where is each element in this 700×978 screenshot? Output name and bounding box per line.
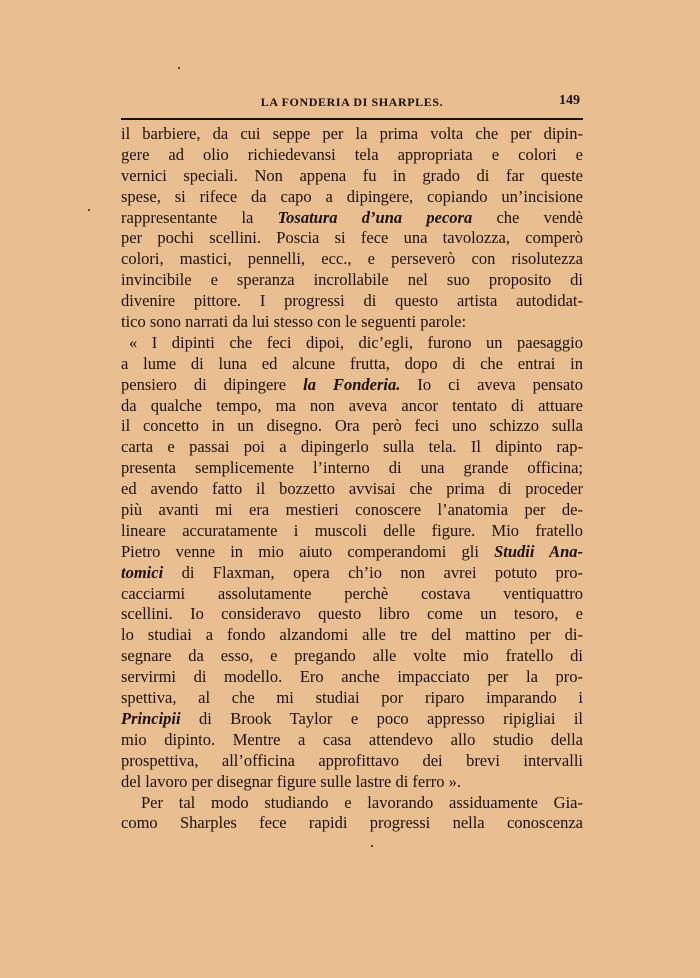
text-line	[121, 730, 583, 751]
text-run: presenta semplicemente l’interno di una grande officina;	[121, 458, 583, 478]
paper-speck	[371, 845, 373, 847]
text-run: cacciarmi assolutamente perchè costava ventiquattro	[121, 583, 583, 603]
text-line	[121, 458, 583, 479]
text-run: divenire pittore. I progressi di questo artista autodidat-	[121, 291, 583, 311]
text-line	[121, 563, 583, 584]
text-run: prospettiva, all’officina approfittavo dei brevi intervalli	[121, 750, 583, 770]
text-run: tico sono narrati da lui stesso con le seguenti parole:	[121, 312, 467, 332]
text-line	[121, 646, 583, 667]
text-line	[121, 500, 583, 521]
text-run: invincibile e speranza incrollabile nel suo proposito di	[121, 270, 583, 290]
text-run: spese, si rifece da capo a dipingere, copiando un’incisione	[121, 186, 583, 206]
paper-speck	[178, 67, 180, 69]
text-line	[121, 333, 583, 354]
text-run: carta e passai poi a dipingerlo sulla tela. Il dipinto rap-	[121, 437, 583, 457]
text-run: vernici speciali. Non appena fu in grado di far queste	[121, 165, 583, 185]
italic-phrase: tomici	[121, 562, 164, 582]
text-run: segnare da esso, e pregando alle volte mio fratello di	[121, 646, 583, 666]
text-line	[121, 396, 583, 417]
header-rule	[121, 118, 583, 120]
text-line	[121, 584, 583, 605]
text-run: spettiva, al che mi studiai por riparo imparando i	[121, 688, 583, 708]
text-run: lo studiai a fondo alzandomi alle tre del mattino per di-	[121, 625, 583, 645]
text-line	[121, 166, 583, 187]
text-line	[121, 354, 583, 375]
text-line	[121, 270, 583, 291]
text-run: Io ci aveva pensato	[400, 374, 583, 394]
body-text	[121, 124, 583, 834]
text-run: scellini. Io consideravo questo libro come un tesoro, e	[121, 604, 583, 624]
text-line	[121, 208, 583, 229]
text-run: di Brook Taylor e poco appresso ripigliai il	[180, 708, 583, 728]
text-line	[121, 604, 583, 625]
italic-phrase: Principii	[121, 708, 181, 728]
text-line	[121, 228, 583, 249]
text-line	[121, 751, 583, 772]
paper-speck	[88, 209, 90, 211]
text-line	[121, 437, 583, 458]
text-line	[121, 542, 583, 563]
text-run: per pochi scellini. Poscia si fece una tavolozza, comperò	[121, 228, 583, 248]
running-title: LA FONDERIA DI SHARPLES.	[260, 95, 444, 109]
text-run: servirmi di modello. Ero anche impacciato per la pro-	[121, 667, 583, 687]
text-run: Pietro venne in mio aiuto comperandomi gli	[121, 541, 495, 561]
text-run: rappresentante la	[121, 207, 278, 227]
text-line	[121, 521, 583, 542]
text-line	[121, 291, 583, 312]
text-run: che vendè	[472, 207, 583, 227]
text-run: del lavoro per disegnar figure sulle lastre di ferro ».	[121, 771, 461, 791]
text-line	[121, 709, 583, 730]
text-line	[121, 479, 583, 500]
text-line	[121, 187, 583, 208]
text-run: più avanti mi era mestieri conoscere l’anatomia per de-	[121, 500, 583, 520]
text-run: gere ad olio richiedevansi tela appropriata e colori e	[121, 144, 583, 164]
text-run: a lume di luna ed alcune frutta, dopo di che entrai in	[121, 353, 583, 373]
text-run: pensiero di dipingere	[121, 374, 304, 394]
text-run: lineare accuratamente i muscoli delle figure. Mio fratello	[121, 520, 583, 540]
page-header	[121, 93, 583, 113]
text-run: di Flaxman, opera ch’io non avrei potuto pro-	[163, 562, 583, 582]
text-line	[121, 793, 583, 814]
text-line	[121, 416, 583, 437]
italic-phrase: la Fonderia.	[303, 374, 401, 394]
text-line	[121, 145, 583, 166]
text-run: ed avendo fatto il bozzetto avvisai che prima di proceder	[121, 479, 583, 499]
text-line	[121, 772, 583, 793]
text-line	[121, 625, 583, 646]
page-number: 149	[559, 93, 580, 108]
text-run: da qualche tempo, ma non aveva ancor tentato di attuare	[121, 395, 583, 415]
italic-phrase: Studii Ana-	[494, 541, 583, 561]
text-run: il barbiere, da cui seppe per la prima volta che per dipin-	[121, 124, 583, 143]
text-line	[121, 124, 583, 145]
text-run: il concetto in un disegno. Ora però feci uno schizzo sulla	[121, 416, 583, 436]
text-run: como Sharples fece rapidi progressi nella conoscenza	[121, 813, 583, 833]
text-line	[121, 813, 583, 834]
text-line	[121, 249, 583, 270]
text-run: Per tal modo studiando e lavorando assiduamente Gia-	[141, 792, 583, 812]
text-run: « I dipinti che feci dipoi, dic’egli, furono un paesaggio	[129, 332, 583, 352]
text-line	[121, 375, 583, 396]
text-line	[121, 667, 583, 688]
italic-phrase: Tosatura d’una pecora	[277, 207, 473, 227]
text-line	[121, 312, 583, 333]
text-run: colori, mastici, pennelli, ecc., e perseverò con risolutezza	[121, 249, 583, 269]
text-run: mio dipinto. Mentre a casa attendevo allo studio della	[121, 729, 583, 749]
text-line	[121, 688, 583, 709]
